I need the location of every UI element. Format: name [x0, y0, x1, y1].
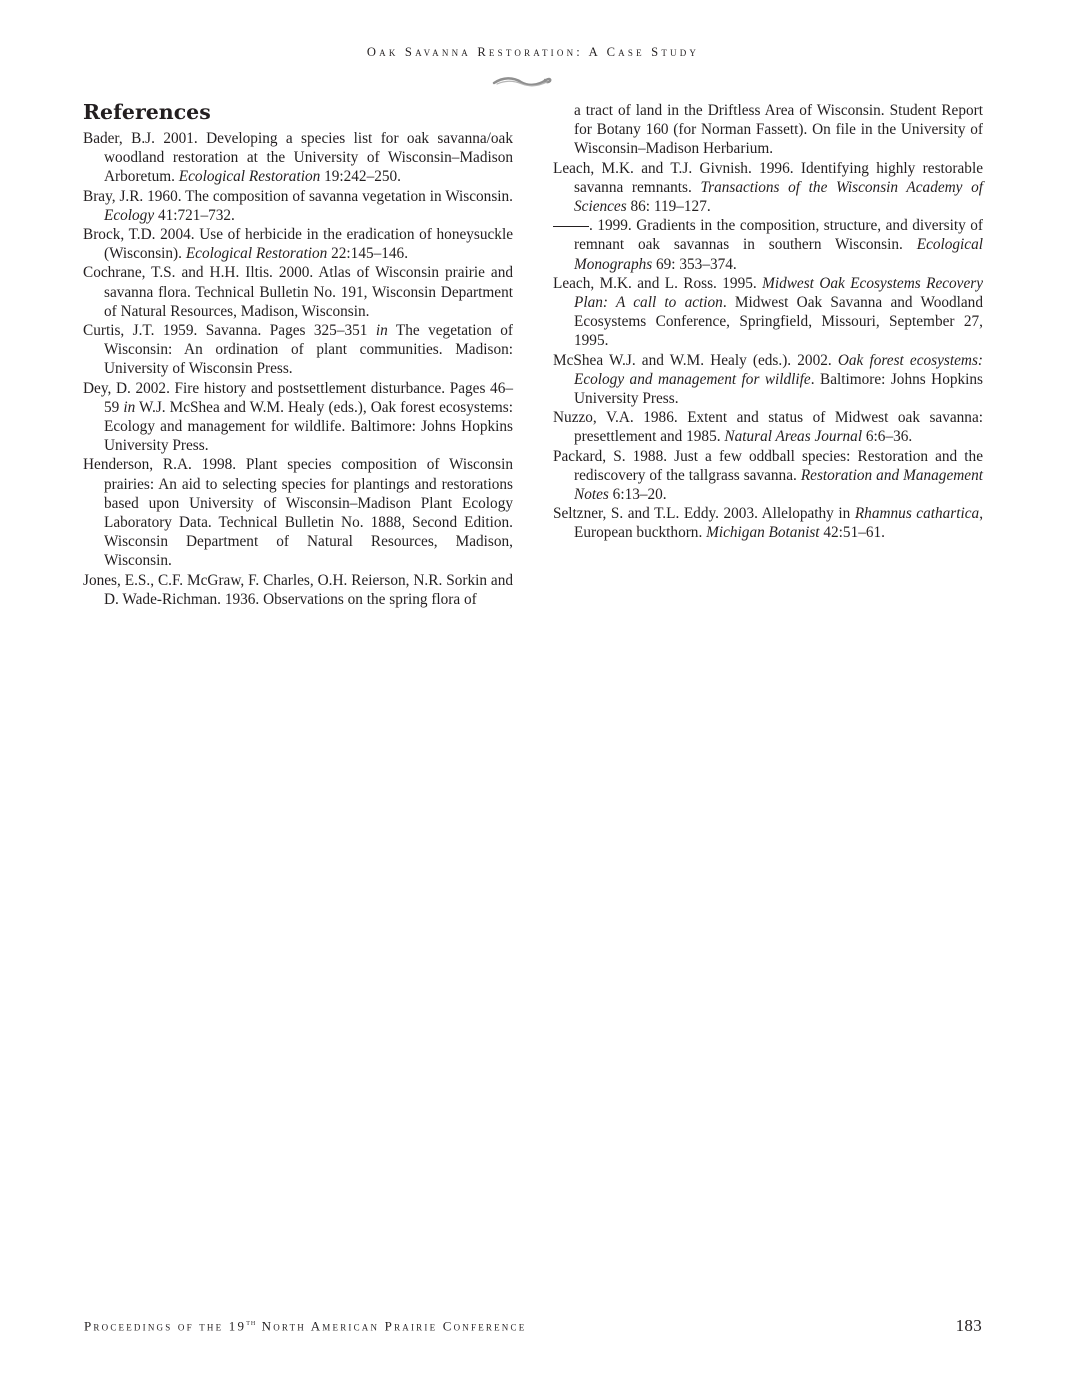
reference-entry	[553, 447, 983, 505]
reference-entry	[83, 225, 513, 263]
page-number: 183	[955, 1316, 982, 1335]
reference-text: 19:242–250.	[320, 168, 401, 186]
running-head: Oak Savanna Restoration: A Case Study	[366, 45, 700, 59]
reference-italic: Rhamnus cathartica	[854, 505, 980, 523]
reference-text: Leach, M.K. and T.J. Givnish. 1996. Identifying highly restorable savanna remnants.	[553, 159, 983, 196]
footer-proceedings	[84, 1318, 982, 1334]
footer-superscript: th	[246, 1318, 257, 1327]
reference-entry	[553, 159, 983, 217]
reference-text: 22:145–146.	[327, 245, 409, 263]
reference-text: Packard, S. 1988. Just a few oddball species: Restoration and the rediscovery of the tallgrass savanna.	[553, 447, 983, 484]
reference-text: W.J. McShea and W.M. Healy (eds.), Oak forest ecosystems: Ecology and management for wildlife. Baltimore: Johns Hopkins University Press.	[104, 398, 514, 455]
reference-text: Nuzzo, V.A. 1986. Extent and status of Midwest oak savanna: presettlement and 1985.	[553, 409, 983, 446]
reference-text: 6:6–36.	[862, 428, 913, 446]
reference-entry	[83, 455, 513, 570]
reference-text: Bray, J.R. 1960. The composition of savanna vegetation in Wisconsin.	[83, 187, 513, 205]
reference-entry	[83, 321, 513, 379]
reference-text: Bader, B.J. 2001. Developing a species list for oak savanna/oak woodland restoration at the University of Wisconsin–Madison Arboretum.	[83, 130, 513, 186]
reference-text: , European buckthorn.	[574, 505, 984, 542]
reference-text: Brock, T.D. 2004. Use of herbicide in the eradication of honeysuckle (Wisconsin).	[83, 226, 513, 263]
reference-text: The vegetation of Wisconsin: An ordination of plant communities. Madison: University of Wisconsin Press.	[104, 322, 513, 378]
reference-text: 41:721–732.	[154, 206, 235, 224]
reference-italic: Ecological Restoration	[185, 245, 328, 263]
reference-text: Cochrane, T.S. and H.H. Iltis. 2000. Atlas of Wisconsin prairie and savanna flora. Technical Bulletin No. 191, Wisconsin Department of Natural Resources, Madison, Wisconsin.	[83, 264, 513, 320]
reference-text: 42:51–61.	[819, 524, 885, 542]
reference-entry	[83, 129, 513, 187]
reference-entry	[83, 571, 513, 609]
reference-italic: Natural Areas Journal	[724, 428, 863, 446]
reference-text: 86: 119–127.	[626, 198, 711, 216]
reference-italic: Oak forest ecosystems: Ecology and management for wildlife	[574, 351, 983, 388]
reference-entry	[553, 216, 983, 274]
references-left-column	[83, 101, 513, 609]
same-author-dash	[553, 226, 589, 227]
references-right-column	[553, 101, 983, 543]
reference-italic: Ecological Monographs	[574, 236, 983, 273]
reference-italic: Midwest Oak Ecosystems Recovery Plan: A call to action	[574, 274, 983, 312]
reference-text: Seltzner, S. and T.L. Eddy. 2003. Allelopathy in	[553, 505, 855, 523]
footer-text: North American Prairie Conference	[256, 1318, 527, 1334]
reference-continuation: a tract of land in the Driftless Area of Wisconsin. Student Report for Botany 160 (for Norman Fassett). On file in the University of Wisconsin–Madison Herbarium.	[574, 102, 983, 158]
reference-text: Dey, D. 2002. Fire history and postsettlement disturbance. Pages 46–59	[83, 379, 513, 416]
reference-text: Leach, M.K. and L. Ross. 1995.	[553, 274, 763, 292]
reference-entry	[553, 504, 983, 542]
reference-entry	[553, 274, 983, 351]
reference-text: Jones, E.S., C.F. McGraw, F. Charles, O.H. Reierson, N.R. Sorkin and D. Wade-Richman. 1936. Observations on the spring flora of	[83, 571, 513, 608]
reference-italic: in	[375, 322, 388, 340]
flourish-ornament-icon	[491, 74, 553, 90]
reference-entry	[83, 263, 513, 321]
reference-italic: Ecological Restoration	[178, 168, 321, 186]
reference-text: . Midwest Oak Savanna and Woodland Ecosystems Conference, Springfield, Missouri, September 27, 1995.	[574, 294, 983, 350]
reference-italic: Ecology	[104, 206, 155, 224]
reference-italic: Michigan Botanist	[706, 524, 820, 542]
reference-text: 69: 353–374.	[652, 255, 737, 273]
reference-entry	[553, 408, 983, 446]
reference-text: . Baltimore: Johns Hopkins University Press.	[574, 370, 983, 408]
footer-text: Proceedings of the 19	[84, 1318, 247, 1334]
reference-entry	[553, 351, 983, 409]
reference-text: . 1999. Gradients in the composition, structure, and diversity of remnant oak savannas in southern Wisconsin.	[574, 217, 983, 254]
reference-text: Curtis, J.T. 1959. Savanna. Pages 325–351	[83, 322, 376, 340]
reference-text: Henderson, R.A. 1998. Plant species composition of Wisconsin prairies: An aid to selecting species for plantings and restorations based upon University of Wisconsin–Madison Plant Ecology Laboratory Data. Technical Bulletin No. 1888, Second Edition. Wisconsin Department of Natural Resources, Madison, Wisconsin.	[83, 456, 513, 570]
reference-entry	[83, 187, 513, 225]
reference-italic: Transactions of the Wisconsin Academy of Sciences	[574, 178, 984, 216]
reference-italic: Restoration and Management Notes	[574, 466, 983, 504]
references-heading: References	[83, 100, 211, 124]
reference-entry	[83, 379, 513, 456]
reference-text: McShea W.J. and W.M. Healy (eds.). 2002.	[553, 351, 838, 369]
reference-italic: in	[123, 398, 136, 416]
reference-text: 6:13–20.	[608, 486, 667, 504]
